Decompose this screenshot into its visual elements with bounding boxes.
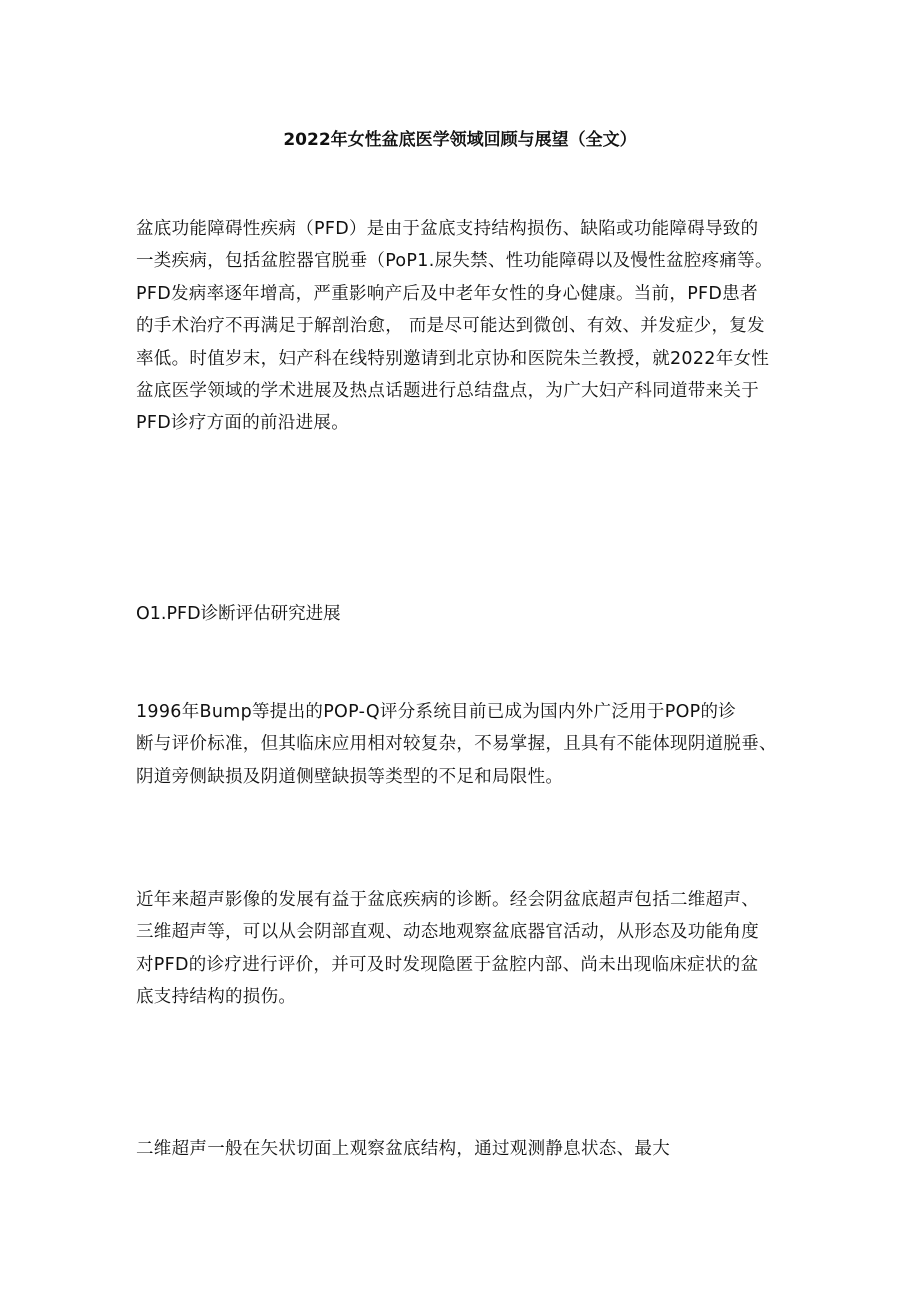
paragraph-line: 1996年Bump等提出的POP-Q评分系统目前已成为国内外广泛用于POP的诊: [136, 702, 737, 722]
paragraph-line: 率低。时值岁末，妇产科在线特别邀请到北京协和医院朱兰教授，就2022年女性: [136, 348, 770, 369]
paragraph-line: 盆底医学领域的学术进展及热点话题进行总结盘点，为广大妇产科同道带来关于: [136, 381, 759, 402]
document-title: 2022年女性盆底医学领域回顾与展望（全文）: [283, 130, 637, 150]
paragraph-line: 三维超声等，可以从会阴部直观、动态地观察盆底器官活动，从形态及功能角度: [136, 922, 759, 943]
paragraph-line: 一类疾病，包括盆腔器官脱垂（PoP1.尿失禁、性功能障碍以及慢性盆腔疼痛等。: [136, 251, 773, 272]
paragraph-line: PFD诊疗方面的前沿进展。: [136, 413, 349, 434]
paragraph-ultrasound: [136, 884, 801, 1014]
paragraph-line: 断与评价标准，但其临床应用相对较复杂，不易掌握，且具有不能体现阴道脱垂、: [136, 734, 777, 755]
paragraph-line: 二维超声一般在矢状切面上观察盆底结构，通过观测静息状态、最大: [136, 1139, 670, 1159]
paragraph-line: 的手术治疗不再满足于解剖治愈， 而是尽可能达到微创、有效、并发症少，复发: [136, 316, 765, 337]
paragraph-line: 盆底功能障碍性疾病（PFD）是由于盆底支持结构损伤、缺陷或功能障碍导致的: [136, 219, 759, 239]
paragraph-line: 底支持结构的损伤。: [136, 987, 297, 1008]
paragraph-line: PFD发病率逐年增高，严重影响产后及中老年女性的身心健康。当前，PFD患者: [136, 283, 758, 304]
paragraph-line: 对PFD的诊疗进行评价，并可及时发现隐匿于盆腔内部、尚未出现临床症状的盆: [136, 954, 759, 975]
paragraph-pop-q: [136, 696, 801, 793]
paragraph-line: 阴道旁侧缺损及阴道侧壁缺损等类型的不足和局限性。: [136, 766, 564, 787]
paragraph-2d-ultrasound: [136, 1133, 801, 1165]
paragraph-intro: [136, 213, 801, 440]
section-heading: O1.PFD诊断评估研究进展: [136, 604, 341, 624]
paragraph-line: 近年来超声影像的发展有益于盆底疾病的诊断。经会阴盆底超声包括二维超声、: [136, 890, 759, 910]
